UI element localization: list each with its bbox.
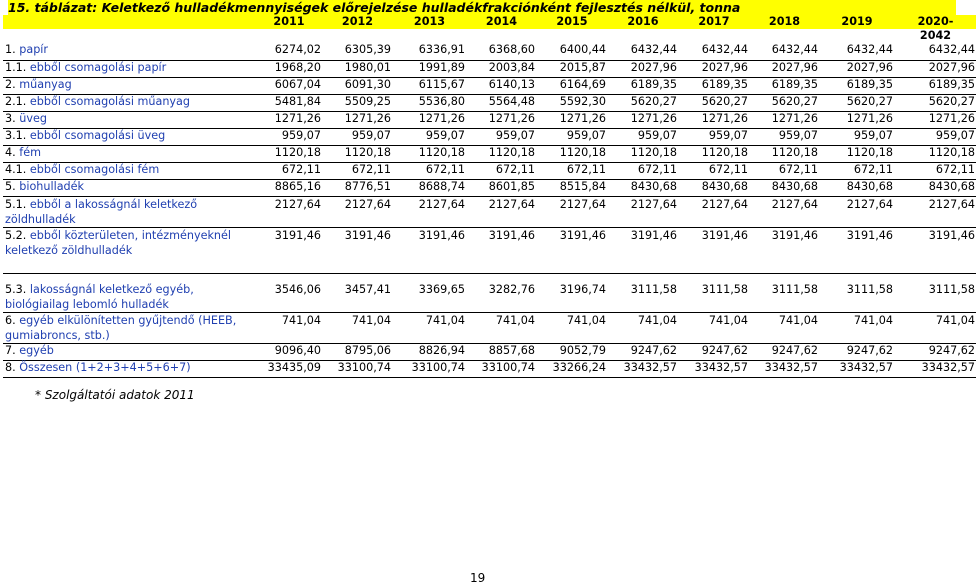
value-cell: 8826,94 (392, 343, 466, 360)
value-cell: 6189,35 (819, 77, 894, 94)
value-cell: 3191,46 (392, 227, 466, 273)
value-cell: 6140,13 (466, 77, 536, 94)
value-cell: 6189,35 (894, 77, 976, 94)
value-cell: 9247,62 (749, 343, 819, 360)
value-cell: 672,11 (749, 162, 819, 179)
value-cell: 1120,18 (678, 145, 749, 162)
value-cell: 959,07 (819, 128, 894, 145)
value-cell: 2027,96 (819, 60, 894, 77)
value-cell: 6368,60 (466, 43, 536, 60)
value-cell: 33100,74 (322, 360, 392, 377)
table-row (3, 145, 976, 162)
row-label-text: egyéb (19, 343, 54, 357)
value-cell: 3111,58 (607, 273, 678, 312)
table-row (3, 312, 976, 343)
value-cell: 3111,58 (819, 273, 894, 312)
value-cell: 3369,65 (392, 273, 466, 312)
value-cell: 741,04 (255, 312, 322, 343)
row-label-text: papír (19, 43, 49, 56)
row-label (3, 343, 255, 360)
row-label-text: ebből csomagolási fém (29, 162, 160, 176)
row-label-text: üveg (19, 111, 47, 125)
header-spacer-cell (536, 29, 607, 43)
row-label (3, 111, 255, 128)
value-cell: 1271,26 (607, 111, 678, 128)
row-label-text: ebből csomagolási papír (29, 60, 167, 74)
table-row (3, 111, 976, 128)
year-header: 2011 (255, 15, 322, 29)
table-row (3, 94, 976, 111)
value-cell: 2003,84 (466, 60, 536, 77)
value-cell: 6305,39 (322, 43, 392, 60)
header-spacer-cell (466, 29, 536, 43)
value-cell: 3196,74 (536, 273, 607, 312)
value-cell: 8795,06 (322, 343, 392, 360)
value-cell: 6400,44 (536, 43, 607, 60)
value-cell: 33432,57 (678, 360, 749, 377)
value-cell: 6432,44 (894, 43, 976, 60)
year-header: 2019 (819, 15, 894, 29)
value-cell: 5620,27 (819, 94, 894, 111)
value-cell: 1120,18 (392, 145, 466, 162)
value-cell: 741,04 (392, 312, 466, 343)
value-cell: 5564,48 (466, 94, 536, 111)
value-cell: 3191,46 (678, 227, 749, 273)
year-header: 2014 (466, 15, 536, 29)
value-cell: 2127,64 (749, 196, 819, 227)
header-spacer-cell (3, 29, 255, 43)
header-spacer-cell (255, 29, 322, 43)
value-cell: 672,11 (894, 162, 976, 179)
row-label (3, 312, 255, 343)
value-cell: 1271,26 (536, 111, 607, 128)
value-cell: 9247,62 (819, 343, 894, 360)
row-number: 3.1. (5, 128, 27, 142)
row-label-text: Összesen (1+2+3+4+5+6+7) (19, 360, 191, 374)
value-cell: 6432,44 (607, 43, 678, 60)
value-cell: 2127,64 (607, 196, 678, 227)
value-cell: 1968,20 (255, 60, 322, 77)
table-row (3, 343, 976, 360)
value-cell: 8430,68 (749, 179, 819, 196)
value-cell: 3191,46 (536, 227, 607, 273)
year-header: 2020- (894, 15, 976, 29)
footnote: * Szolgáltatói adatok 2011 (35, 388, 195, 402)
value-cell: 6336,91 (392, 43, 466, 60)
value-cell: 9247,62 (678, 343, 749, 360)
page-number: 19 (470, 571, 486, 585)
value-cell: 2127,64 (466, 196, 536, 227)
value-cell: 5509,25 (322, 94, 392, 111)
value-cell: 6189,35 (749, 77, 819, 94)
row-label-text: ebből csomagolási műanyag (29, 94, 191, 108)
value-cell: 672,11 (819, 162, 894, 179)
value-cell: 3191,46 (819, 227, 894, 273)
table-row (3, 227, 976, 273)
table-row (3, 162, 976, 179)
table-row (3, 60, 976, 77)
value-cell: 1120,18 (322, 145, 392, 162)
value-cell: 9247,62 (607, 343, 678, 360)
value-cell: 5620,27 (607, 94, 678, 111)
value-cell: 8688,74 (392, 179, 466, 196)
value-cell: 1271,26 (392, 111, 466, 128)
value-cell: 1980,01 (322, 60, 392, 77)
year-header: 2015 (536, 15, 607, 29)
value-cell: 741,04 (819, 312, 894, 343)
header-spacer-cell (322, 29, 392, 43)
value-cell: 6115,67 (392, 77, 466, 94)
row-label (3, 227, 255, 273)
row-number: 4.1. (5, 162, 27, 176)
row-label-text: ebből csomagolási üveg (29, 128, 166, 142)
row-label-text: lakosságnál keletkező egyéb, biológiailag lebomló hulladék (5, 282, 194, 311)
value-cell: 2127,64 (255, 196, 322, 227)
value-cell: 5481,84 (255, 94, 322, 111)
value-cell: 1271,26 (894, 111, 976, 128)
value-cell: 959,07 (678, 128, 749, 145)
value-cell: 2027,96 (749, 60, 819, 77)
header-row (3, 15, 976, 29)
value-cell: 741,04 (322, 312, 392, 343)
value-cell: 1271,26 (322, 111, 392, 128)
table-row (3, 360, 976, 377)
value-cell: 3191,46 (466, 227, 536, 273)
header-spacer-cell (819, 29, 894, 43)
value-cell: 959,07 (607, 128, 678, 145)
value-cell: 2127,64 (894, 196, 976, 227)
value-cell: 672,11 (678, 162, 749, 179)
row-label-text: műanyag (19, 77, 72, 91)
value-cell: 33432,57 (819, 360, 894, 377)
row-label (3, 77, 255, 94)
value-cell: 2127,64 (678, 196, 749, 227)
row-number: 7. (5, 343, 16, 357)
row-label (3, 360, 255, 377)
value-cell: 5620,27 (894, 94, 976, 111)
value-cell: 9052,79 (536, 343, 607, 360)
value-cell: 1120,18 (894, 145, 976, 162)
forecast-table (3, 15, 976, 378)
value-cell: 3546,06 (255, 273, 322, 312)
value-cell: 2127,64 (536, 196, 607, 227)
value-cell: 6164,69 (536, 77, 607, 94)
value-cell: 6432,44 (819, 43, 894, 60)
year-header: 2018 (749, 15, 819, 29)
value-cell: 1271,26 (819, 111, 894, 128)
value-cell: 6067,04 (255, 77, 322, 94)
value-cell: 3457,41 (322, 273, 392, 312)
value-cell: 1120,18 (819, 145, 894, 162)
value-cell: 9247,62 (894, 343, 976, 360)
value-cell: 741,04 (466, 312, 536, 343)
row-number: 1.1. (5, 60, 27, 74)
value-cell: 741,04 (536, 312, 607, 343)
value-cell: 1120,18 (607, 145, 678, 162)
value-cell: 2015,87 (536, 60, 607, 77)
value-cell: 33432,57 (607, 360, 678, 377)
row-label (3, 128, 255, 145)
table-row (3, 273, 976, 312)
value-cell: 2027,96 (678, 60, 749, 77)
value-cell: 1120,18 (536, 145, 607, 162)
value-cell: 6432,44 (749, 43, 819, 60)
row-label-text: ebből a lakosságnál keletkező zöldhulladék (5, 197, 198, 226)
value-cell: 741,04 (678, 312, 749, 343)
value-cell: 1120,18 (466, 145, 536, 162)
year-header: 2012 (322, 15, 392, 29)
row-label (3, 273, 255, 312)
value-cell: 672,11 (392, 162, 466, 179)
value-cell: 33432,57 (894, 360, 976, 377)
value-cell: 8430,68 (678, 179, 749, 196)
row-label-text: ebből közterületen, intézményeknél keletkező zöldhulladék (5, 228, 232, 257)
value-cell: 1120,18 (749, 145, 819, 162)
value-cell: 1991,89 (392, 60, 466, 77)
table-row (3, 179, 976, 196)
value-cell: 8430,68 (607, 179, 678, 196)
header-spacer-cell (678, 29, 749, 43)
row-label (3, 162, 255, 179)
row-label (3, 145, 255, 162)
value-cell: 741,04 (894, 312, 976, 343)
row-number: 6. (5, 313, 16, 327)
value-cell: 741,04 (749, 312, 819, 343)
value-cell: 2127,64 (392, 196, 466, 227)
row-number: 8. (5, 360, 16, 374)
header-row-continued (3, 29, 976, 43)
table-row (3, 196, 976, 227)
value-cell: 672,11 (607, 162, 678, 179)
value-cell: 5592,30 (536, 94, 607, 111)
value-cell: 8857,68 (466, 343, 536, 360)
row-label (3, 94, 255, 111)
value-cell: 2127,64 (819, 196, 894, 227)
row-label (3, 60, 255, 77)
row-number: 5.1. (5, 197, 27, 211)
value-cell: 672,11 (536, 162, 607, 179)
row-label (3, 43, 255, 60)
value-cell: 959,07 (749, 128, 819, 145)
value-cell: 33266,24 (536, 360, 607, 377)
value-cell: 2027,96 (607, 60, 678, 77)
year-header: 2016 (607, 15, 678, 29)
value-cell: 1271,26 (255, 111, 322, 128)
value-cell: 6189,35 (607, 77, 678, 94)
table-row (3, 128, 976, 145)
value-cell: 9096,40 (255, 343, 322, 360)
value-cell: 5536,80 (392, 94, 466, 111)
value-cell: 6432,44 (678, 43, 749, 60)
value-cell: 959,07 (322, 128, 392, 145)
value-cell: 8601,85 (466, 179, 536, 196)
value-cell: 3191,46 (322, 227, 392, 273)
row-label-text: egyéb elkülönítetten gyűjtendő (HEEB, gumiabroncs, stb.) (5, 313, 237, 342)
row-label-text: biohulladék (19, 179, 85, 193)
value-cell: 5620,27 (749, 94, 819, 111)
value-cell: 6189,35 (678, 77, 749, 94)
row-number: 1. (5, 43, 16, 56)
value-cell: 6091,30 (322, 77, 392, 94)
row-label (3, 196, 255, 227)
header-blank-cell (3, 15, 255, 29)
value-cell: 33435,09 (255, 360, 322, 377)
value-cell: 1271,26 (749, 111, 819, 128)
value-cell: 3111,58 (749, 273, 819, 312)
value-cell: 959,07 (894, 128, 976, 145)
table-row (3, 43, 976, 60)
value-cell: 2027,96 (894, 60, 976, 77)
value-cell: 2127,64 (322, 196, 392, 227)
value-cell: 33432,57 (749, 360, 819, 377)
value-cell: 1271,26 (678, 111, 749, 128)
value-cell: 959,07 (255, 128, 322, 145)
year-header-extra: 2042 (919, 29, 952, 42)
header-spacer-cell (607, 29, 678, 43)
value-cell: 959,07 (392, 128, 466, 145)
value-cell: 672,11 (466, 162, 536, 179)
value-cell: 8776,51 (322, 179, 392, 196)
value-cell: 672,11 (322, 162, 392, 179)
row-number: 5. (5, 179, 16, 193)
value-cell: 6274,02 (255, 43, 322, 60)
row-number: 5.2. (5, 228, 27, 242)
value-cell: 33100,74 (392, 360, 466, 377)
year-header: 2013 (392, 15, 466, 29)
table-title: 15. táblázat: Keletkező hulladékmennyiségek előrejelzése hulladékfrakciónként fejlesztés nélkül, tonna (8, 0, 956, 15)
value-cell: 3111,58 (678, 273, 749, 312)
year-header: 2017 (678, 15, 749, 29)
header-spacer-cell (392, 29, 466, 43)
header-spacer-cell (749, 29, 819, 43)
value-cell: 8430,68 (894, 179, 976, 196)
row-number: 2. (5, 77, 16, 91)
value-cell: 8865,16 (255, 179, 322, 196)
row-number: 5.3. (5, 282, 27, 296)
table-row (3, 77, 976, 94)
value-cell: 3191,46 (894, 227, 976, 273)
row-label (3, 179, 255, 196)
value-cell: 741,04 (607, 312, 678, 343)
row-number: 4. (5, 145, 16, 159)
row-label-text: fém (19, 145, 41, 159)
value-cell: 8515,84 (536, 179, 607, 196)
value-cell: 3191,46 (607, 227, 678, 273)
value-cell: 672,11 (255, 162, 322, 179)
value-cell: 959,07 (466, 128, 536, 145)
value-cell: 3191,46 (749, 227, 819, 273)
value-cell: 3282,76 (466, 273, 536, 312)
value-cell: 3191,46 (255, 227, 322, 273)
value-cell: 5620,27 (678, 94, 749, 111)
value-cell: 8430,68 (819, 179, 894, 196)
value-cell: 1271,26 (466, 111, 536, 128)
value-cell: 33100,74 (466, 360, 536, 377)
value-cell: 3111,58 (894, 273, 976, 312)
value-cell: 1120,18 (255, 145, 322, 162)
value-cell: 959,07 (536, 128, 607, 145)
row-number: 2.1. (5, 94, 27, 108)
row-number: 3. (5, 111, 16, 125)
